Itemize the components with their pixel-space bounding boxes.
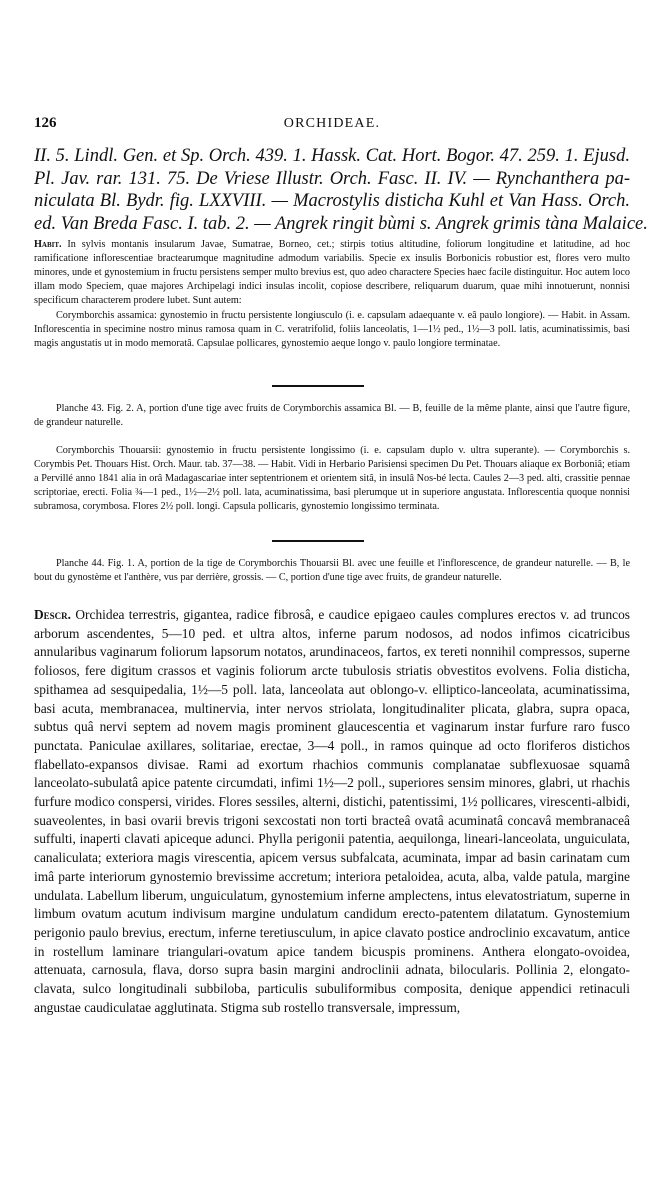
running-head: ORCHIDEAE. bbox=[283, 116, 381, 131]
assamica-paragraph: Corymborchis assamica: gynostemio in fructu persistente longiusculo (i. e. capsulam adaequante v. eâ paulo longiore). — Habit. in Assam. Inflorescentia in specimine nostro minus ramosa quam in C. veratrifolid, foliis lanceolatis, 1—1½ ped., 1½—3 poll. latis, acuminatissimis, basi magis angustatis ut in modo memoratâ. Capsulae pollicares, gynostemio aeque longo v. paulo longiore terminatae. bbox=[34, 310, 630, 349]
plate-43-caption bbox=[34, 402, 630, 430]
section-divider bbox=[272, 540, 364, 542]
synonymy-line: ed. Van Breda Fasc. I. tab. 2. — Angrek ringit bùmi s. Angrek grimis tàna Malaice. bbox=[34, 213, 648, 234]
plate-44-caption bbox=[34, 557, 630, 585]
description-label: Descr. bbox=[34, 607, 72, 622]
habitat-section bbox=[34, 238, 630, 351]
plate-44-text: Planche 44. Fig. 1. A, portion de la tige de Corymborchis Thouarsii Bl. avec une feuille et l'inflorescence, de grandeur naturelle. — B, le bout du gynostème et l'anthère, vus par derrière, grossis. — C, portion d'une tige avec fruits, de grandeur naturelle. bbox=[34, 558, 630, 583]
thouarsii-section bbox=[34, 444, 630, 514]
description-section bbox=[34, 606, 630, 1017]
page-number: 126 bbox=[34, 115, 57, 131]
synonymy-line: II. 5. Lindl. Gen. et Sp. Orch. 439. 1. Hassk. Cat. Hort. Bogor. 47. 259. 1. Ejusd. bbox=[34, 146, 630, 166]
synonymy-line: Pl. Jav. rar. 131. 75. De Vriese Illustr. Orch. Fasc. II. IV. — Rynchanthera pa- bbox=[34, 168, 630, 189]
synonymy-line: niculata Bl. Bydr. fig. LXXVIII. — Macrostylis disticha Kuhl et Van Hass. Orch. bbox=[34, 191, 630, 211]
page-header bbox=[34, 115, 630, 135]
habitat-paragraph bbox=[34, 238, 630, 308]
description-text: Orchidea terrestris, gigantea, radice fibrosâ, e caudice epigaeo caules complures erectos v. ad truncos arborum ascendentes, 5—10 ped. et ultra altos, inferne parum nodosos, ad nodos infimos cicatricibus annularibus vaginarum foliorum lapsorum notatos, arundinaceos, fartos, ex tereti nonnihil compressos, superne foliosos, fere digitum crassos et vaginis foliorum arcte tubulosis striatis obvestitos evolvens. Folia disticha, spithamea ad sesquipedalia, 1½—5 poll. lata, lanceolata aut oblongo-v. elliptico-lanceolata, acuminatissima, basi acuta, membranacea, multinervia, inter nervos striolata, longitudinaliter plicata, glabra, supra opaca, subtus quâ nervi septem ad novem magis prominent glaucescentia et vaginarum instar furfure raro fusco punctata. Paniculae axillares, solitariae, erectae, 3—4 poll., in ramos quinque ad octo floriferos distichos flabellato-expansos divisae. Rami ad exortum rhachios communis complanatae subflexuosae squamâ lanceolato-subulatâ apice patente circumdati, infimi 1½—2 poll., superiores sensim minores, glabri, ut rhachis furfure modico conspersi, virides. Flores sessiles, alterni, distichi, patentissimi, 1½ pollicares, virescenti-albidi, suaveolentes, in basi ovarii brevis trigoni sexcostati non torti bracteâ ovatâ acuminatâ concavâ membranaceâ suffulti, inaperti clavati apiceque adunci. Phylla perigonii patentia, aequilonga, lineari-lanceolata, unguiculata, canaliculata; exteriora magis virescentia, apicem versus subfalcata, acuminata, impar ad basin carinatam cum imâ parte interiorum gynostemio brevissime accretum; interiora petaloidea, acuta, alba, valde patula, margine undulata. Labellum liberum, unguiculatum, gynostemium inferne amplectens, intus elevatostriatum, superne in limbum ovatum acutum indivisum margine undulatum candidum erecto-patentem dilatatum. Gynostemium perigonio paulo brevius, erectum, inferne teretiusculum, in apice clavato postice androclinio excavatum, antice in rostellum laminare triangulari-ovatum apice tandem bicuspis prominens. Anthera elongato-ovoidea, attenuata, carnosula, flava, dorso supra basin margini androclinii adnata, bilocularis. Pollinia 2, elongato-clavata, sulco longitudinali subbiloba, particulis subuliformibus composita, denique appendici retinaculi angustae caudiculatae agglutinata. Stigma sub rostello transversale, impressum, bbox=[34, 607, 630, 1015]
description-paragraph bbox=[34, 606, 630, 1017]
thouarsii-paragraph: Corymborchis Thouarsii: gynostemio in fructu persistente longissimo (i. e. capsulam duplo v. ultra superante). — Corymborchis s. Corymbis Pet. Thouars Hist. Orch. Maur. tab. 37—38. — Habit. Vidi in Herbario Parisiensi specimen Du Pet. Thouars aliaque ex Borboniâ; etiam a Pervillé anno 1841 alia in orâ Madagascariae inter septentrionem et orientem sitâ, in insulâ Nos-bé lecta. Caules 2—3 ped. alti, crassitie pennae scriptoriae, erecti. Folia ¾—1 ped., 1½—2½ poll. lata, acuminatissima, basi plerumque ut in superiore angustata. Inflorescentia quoque nonnisi subramosa, corymbosa. Flores 2½ poll. longi. Capsula pollicaris, gynostemio longissimo terminata. bbox=[34, 445, 630, 512]
section-divider bbox=[272, 385, 364, 387]
synonymy-block bbox=[34, 145, 648, 235]
plate-43-text: Planche 43. Fig. 2. A, portion d'une tige avec fruits de Corymborchis assamica Bl. — B, feuille de la même plante, ainsi que l'autre figure, de grandeur naturelle. bbox=[34, 403, 630, 428]
habitat-label: Habit. bbox=[34, 239, 62, 250]
habitat-text: In sylvis montanis insularum Javae, Sumatrae, Borneo, cet.; stirpis totius altitudine, foliorum longitudine et latitudine, ad hoc ramificatione inflorescentiae bractearumque magnitudine admodum variabilis. Specie ex insulis Borbonicis robustior est, flores vero multo minores, unde et gynostemium in fructu persistens semper multo brevius est, quo adeo charactere Species haec facile distinguitur. Hoc autem loco illam modo Speciem, quae majores Archipelagi indici insulas incolit, copiose describere, reliquarum duarum, quae mihi innotuerunt, nonnisi specificum characterem prodere lubet. Sunt autem: bbox=[34, 239, 631, 306]
